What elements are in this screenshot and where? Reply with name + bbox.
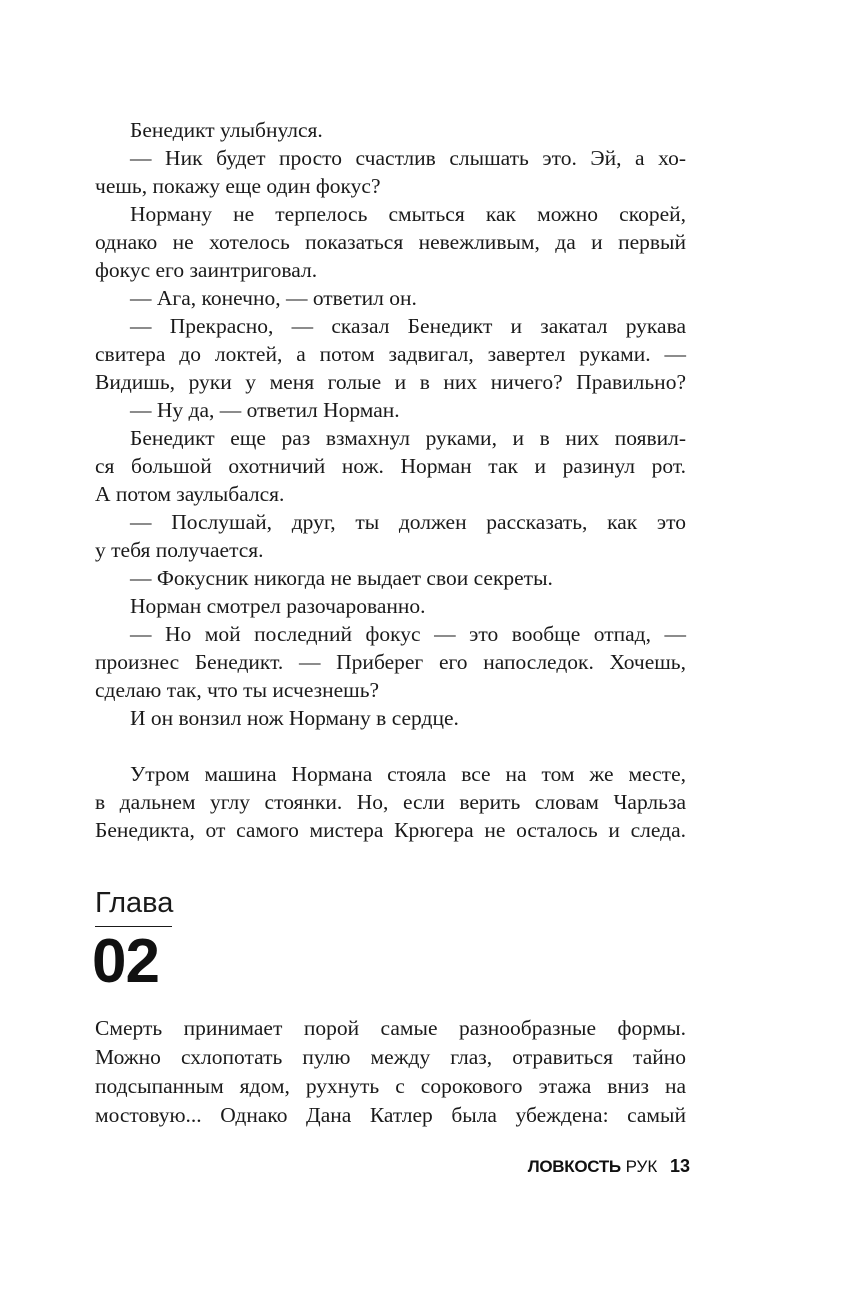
text-line: сделаю так, что ты исчезнешь? — [95, 678, 380, 702]
text-line: — Ну да, — ответил Норман. — [130, 398, 400, 422]
text-line: подсыпанным ядом, рухнуть с сорокового этажа вниз на — [95, 1074, 686, 1098]
text-line: однако не хотелось показаться невежливым, да и первый — [95, 230, 686, 254]
text-line: у тебя получается. — [95, 538, 264, 562]
text-line: Норману не терпелось смыться как можно скорей, — [130, 202, 686, 226]
text-line: И он вонзил нож Норману в сердце. — [130, 706, 459, 730]
story-paragraphs — [95, 116, 686, 844]
text-line: А потом заулыбался. — [95, 482, 285, 506]
text-line: — Фокусник никогда не выдает свои секреты. — [130, 566, 553, 590]
text-line: Бенедикт улыбнулся. — [130, 118, 323, 142]
book-title-bold: ЛОВКОСТЬ — [527, 1157, 621, 1176]
text-line: Утром машина Нормана стояла все на том же месте, — [130, 762, 686, 786]
text-line: — Но мой последний фокус — это вообще отпад, — — [130, 622, 686, 646]
text-line: — Послушай, друг, ты должен рассказать, как это — [130, 510, 686, 534]
book-title-normal: РУК — [625, 1157, 658, 1176]
text-line: — Ага, конечно, — ответил он. — [130, 286, 417, 310]
text-line: — Ник будет просто счастлив слышать это. Эй, а хо- — [130, 146, 686, 170]
text-line: Видишь, руки у меня голые и в них ничего? Правильно? — [95, 370, 686, 394]
chapter-paragraph — [95, 1014, 686, 1130]
text-line: фокус его заинтриговал. — [95, 258, 318, 282]
text-line: Можно схлопотать пулю между глаз, отравиться тайно — [95, 1045, 686, 1069]
chapter-label: Глава — [95, 887, 174, 919]
text-line: Смерть принимает порой самые разнообразные формы. — [95, 1016, 686, 1040]
text-line: мостовую... Однако Дана Катлер была убеждена: самый — [95, 1103, 686, 1127]
text-line: свитера до локтей, а потом задвигал, завертел руками. — — [95, 342, 686, 366]
story-text — [95, 116, 686, 844]
running-footer — [528, 1154, 690, 1179]
text-line: Бенедикт еще раз взмахнул руками, и в них появил- — [130, 426, 686, 450]
text-line: произнес Бенедикт. — Приберег его напоследок. Хочешь, — [95, 650, 686, 674]
text-line: в дальнем углу стоянки. Но, если верить словам Чарльза — [95, 790, 686, 814]
text-line: — Прекрасно, — сказал Бенедикт и закатал рукава — [130, 314, 686, 338]
page-number: 13 — [669, 1156, 690, 1176]
text-line: Бенедикта, от самого мистера Крюгера не осталось и следа. — [95, 818, 686, 842]
text-line: ся большой охотничий нож. Норман так и разинул рот. — [95, 454, 686, 478]
chapter-number: 02 — [92, 927, 159, 996]
paragraph-gap — [95, 732, 686, 760]
text-line: чешь, покажу еще один фокус? — [95, 174, 381, 198]
chapter-opening-text — [95, 1014, 686, 1130]
text-line: Норман смотрел разочарованно. — [130, 594, 426, 618]
